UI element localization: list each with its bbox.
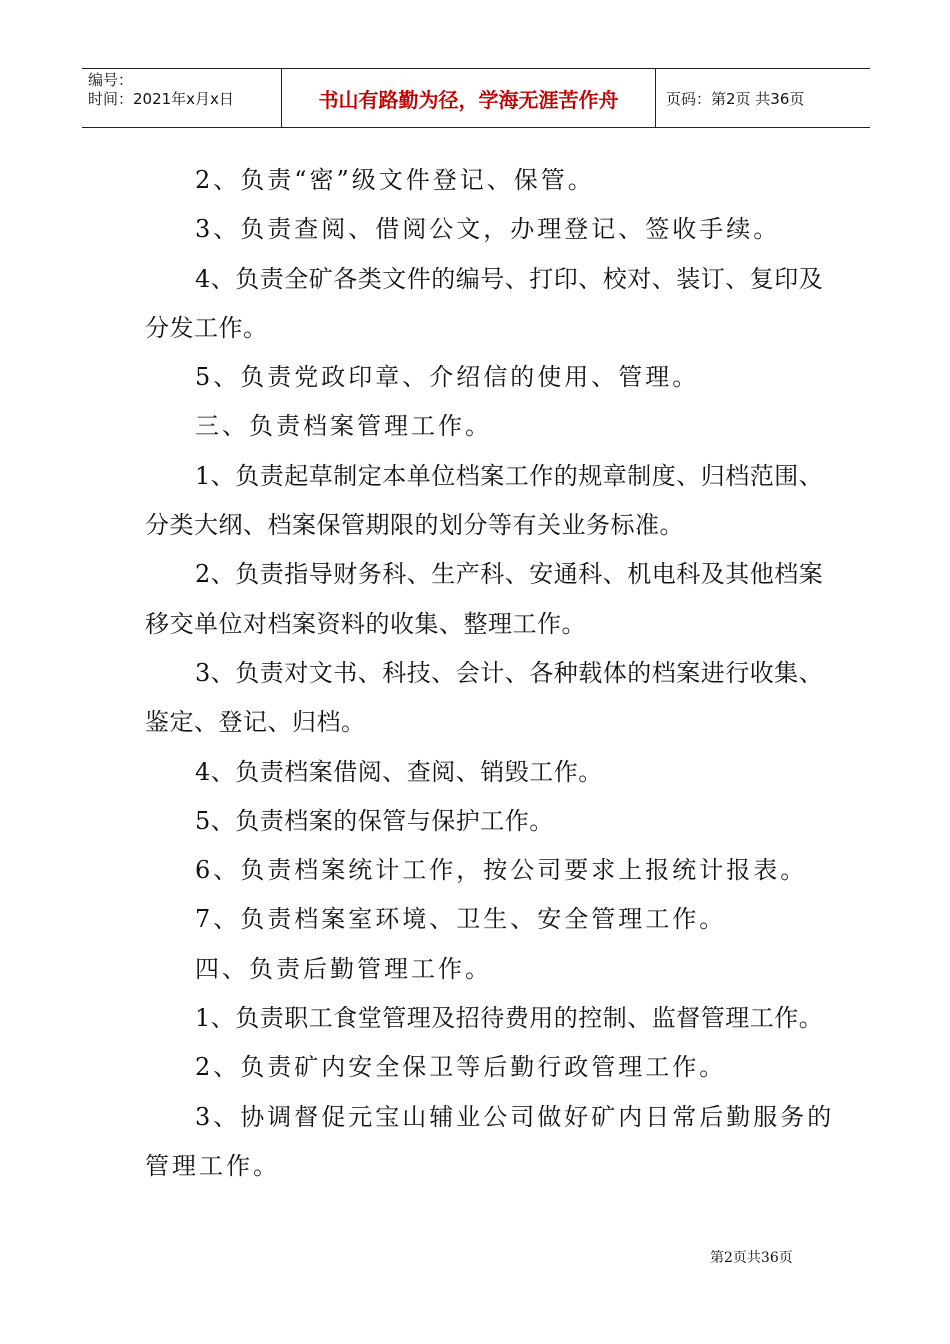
page-footer: 第2页共36页 <box>710 1250 793 1266</box>
paragraph: 3、负责对文书、科技、会计、各种载体的档案进行收集、 鉴定、登记、归档。 <box>145 658 824 737</box>
time-label: 时间：2021年x月x日 <box>88 90 234 108</box>
paragraph: 3、协调督促元宝山辅业公司做好矿内日常后勤服务的 管理工作。 <box>145 1102 835 1180</box>
section-heading: 三、负责档案管理工作。 <box>195 412 492 441</box>
paragraph: 1、负责职工食堂管理及招待费用的控制、监督管理工作。 <box>195 1004 824 1033</box>
number-label: 编号： <box>88 71 134 89</box>
document-body <box>145 156 835 1191</box>
paragraph: 6、负责档案统计工作，按公司要求上报统计报表。 <box>195 856 808 885</box>
section-heading: 四、负责后勤管理工作。 <box>195 954 492 983</box>
paragraph: 7、负责档案室环境、卫生、安全管理工作。 <box>195 905 727 934</box>
paragraph: 2、负责矿内安全保卫等后勤行政管理工作。 <box>195 1053 727 1082</box>
paragraph: 4、负责全矿各类文件的编号、打印、校对、装订、复印及 分发工作。 <box>145 264 824 342</box>
paragraph: 2、负责“密”级文件登记、保管。 <box>195 166 595 194</box>
paragraph: 1、负责起草制定本单位档案工作的规章制度、归档范围、 分类大纲、档案保管期限的划分等有关业务标准。 <box>145 461 824 540</box>
header-motto: 书山有路勤为径，学海无涯苦作舟 <box>282 69 656 127</box>
paragraph: 3、负责查阅、借阅公文，办理登记、签收手续。 <box>195 215 781 244</box>
paragraph: 2、负责指导财务科、生产科、安通科、机电科及其他档案 移交单位对档案资料的收集、整理工作。 <box>145 560 824 638</box>
paragraph: 5、负责党政印章、介绍信的使用、管理。 <box>195 363 700 392</box>
header-meta <box>82 69 282 127</box>
paragraph: 5、负责档案的保管与保护工作。 <box>195 806 554 835</box>
page-header <box>82 68 870 128</box>
paragraph: 4、负责档案借阅、查阅、销毁工作。 <box>195 757 603 786</box>
header-page-label: 页码：第2页 共36页 <box>666 89 805 108</box>
